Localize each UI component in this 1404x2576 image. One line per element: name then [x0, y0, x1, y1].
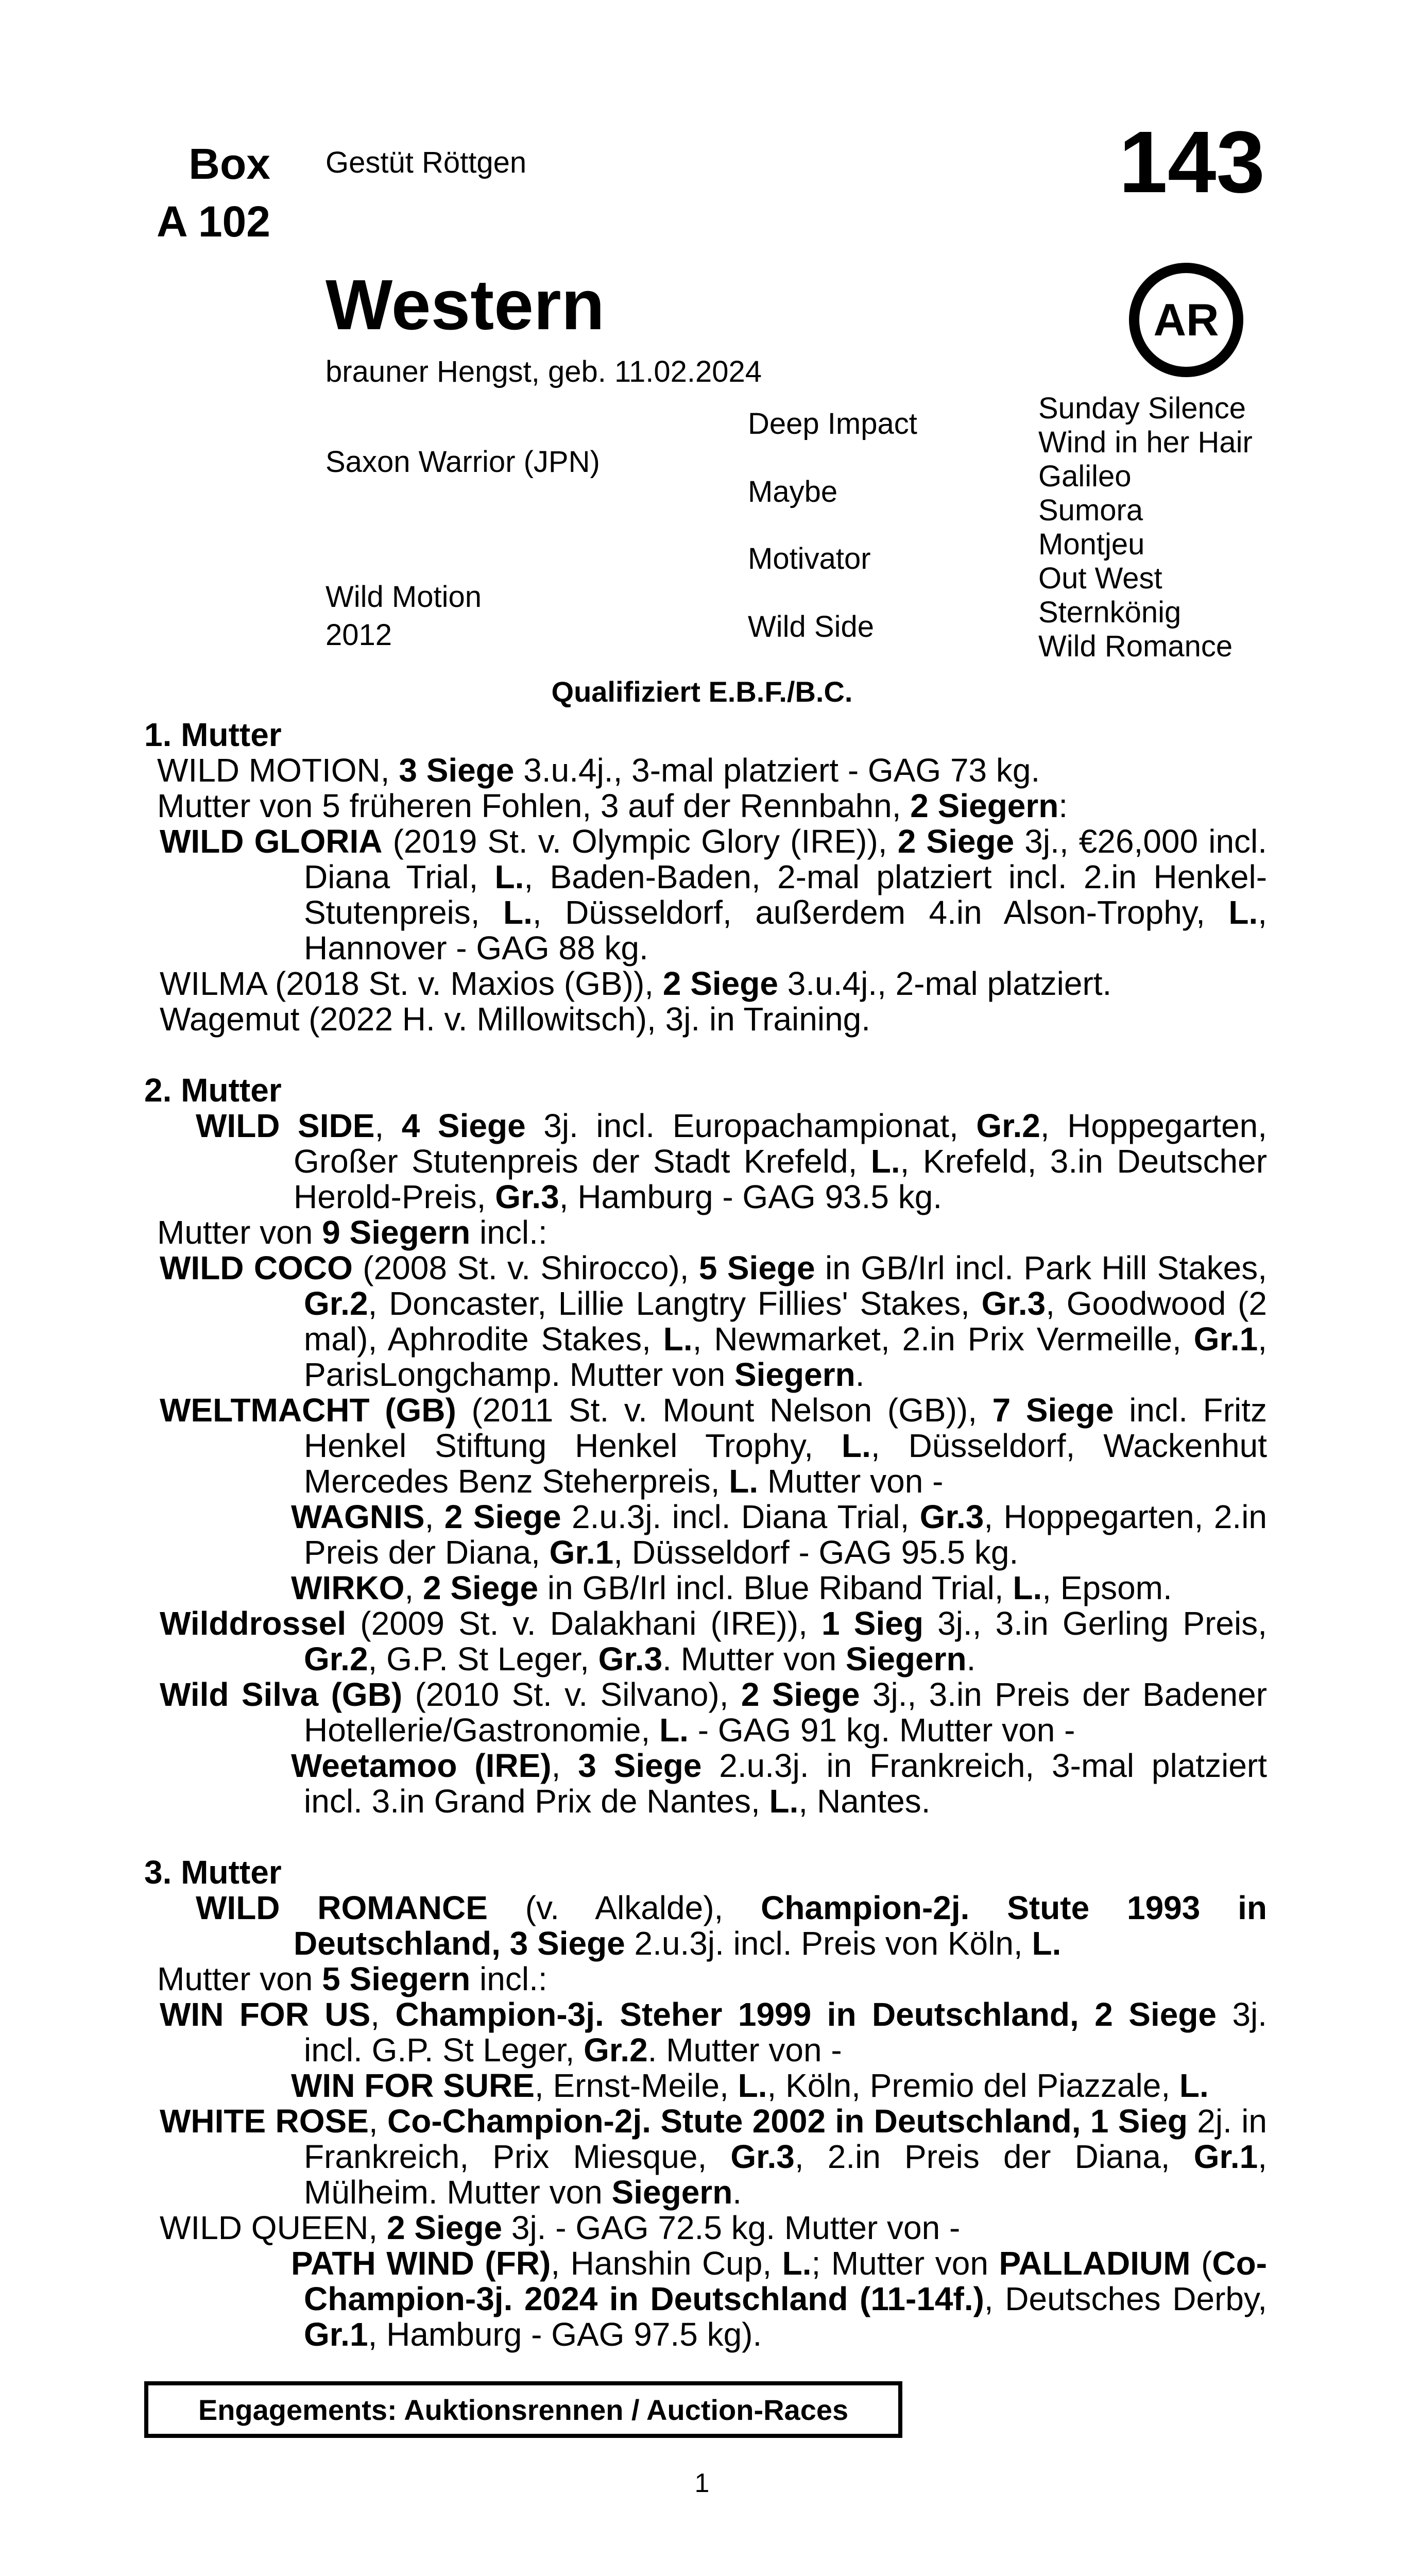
text-run: 3j. - GAG 72.5 kg. Mutter von -	[502, 2209, 961, 2246]
text-run: , Düsseldorf - GAG 95.5 kg.	[613, 1534, 1019, 1571]
bold-text: L.	[729, 1463, 759, 1500]
pedigree-sire: Saxon Warrior (JPN)	[326, 445, 600, 479]
bold-text: Gr.2	[584, 2031, 648, 2069]
bold-text: L.	[1228, 894, 1258, 931]
box-label-line2: A 102	[156, 197, 270, 246]
text-run: (2010 St. v. Silvano),	[402, 1676, 741, 1713]
horse-description: brauner Hengst, geb. 11.02.2024	[326, 355, 762, 388]
pedigree-entry	[144, 2104, 1267, 2210]
bold-text: Gr.2	[976, 1107, 1040, 1144]
text-run: 3j. incl. Europachampionat,	[525, 1107, 977, 1144]
pedigree-ggp-6: Out West	[1038, 562, 1162, 595]
bold-text: 4 Siege	[401, 1107, 526, 1144]
section-title: 2. Mutter	[144, 1072, 282, 1109]
text-run: , Düsseldorf, außerdem 4.in Alson-Trophy,	[532, 894, 1229, 931]
section-gap	[144, 1819, 1267, 1855]
bold-text: WILD GLORIA	[160, 823, 383, 860]
bold-text: WILD SIDE	[196, 1107, 375, 1144]
bold-text: WHITE ROSE	[160, 2103, 369, 2140]
text-run: , Hoppegarten, Großer Stutenpreis der Stadt Krefeld,	[294, 1107, 1268, 1180]
pedigree-entry	[144, 1997, 1267, 2068]
bold-text: Gr.3	[919, 1498, 984, 1535]
text-run: incl. Fritz Henkel Stiftung Henkel Trophy,	[304, 1392, 1268, 1464]
text-run: 3j., 3.in Preis der Badener Hotellerie/Gastronomie,	[304, 1676, 1268, 1749]
pedigree-entry	[144, 1570, 1267, 1606]
text-run: ,	[368, 2103, 388, 2140]
text-run: Mutter von -	[758, 1463, 944, 1500]
pedigree-entry	[144, 966, 1267, 1002]
bold-text: WIRKO	[291, 1569, 405, 1606]
text-run: 3j. incl. G.P. St Leger,	[304, 1996, 1268, 2069]
text-run: - GAG 91 kg. Mutter von -	[688, 1711, 1075, 1749]
lot-number: 143	[1119, 113, 1265, 211]
bold-text: 1 Sieg	[821, 1605, 923, 1642]
text-run: , Goodwood (2 mal), Aphrodite Stakes,	[304, 1285, 1268, 1358]
bold-text: L.	[1179, 2067, 1209, 2104]
pedigree-entry	[144, 2068, 1267, 2104]
bold-text: L.	[841, 1427, 871, 1464]
text-run: (v. Alkalde),	[487, 1889, 761, 1926]
pedigree-entry	[144, 2246, 1267, 2352]
horse-name: Western	[326, 265, 605, 345]
text-run: incl.:	[470, 1214, 547, 1251]
pedigree-ggp-4: Sumora	[1038, 494, 1143, 527]
text-run: , Hannover - GAG 88 kg.	[304, 894, 1268, 967]
text-run: incl.:	[470, 1960, 547, 1997]
text-run: , Krefeld, 3.in Deutscher Herold-Preis,	[294, 1143, 1268, 1215]
text-run: WILD MOTION,	[157, 752, 399, 789]
bold-text: Wilddrossel	[160, 1605, 347, 1642]
text-run: , 2.in Preis der Diana,	[794, 2138, 1194, 2175]
text-run: 2.u.3j. in Frankreich, 3-mal platziert incl. 3.in Grand Prix de Nantes,	[304, 1747, 1267, 1820]
bold-text: WAGNIS	[291, 1498, 425, 1535]
pedigree-entry	[144, 1215, 1267, 1250]
bold-text: 2 Siegern	[910, 787, 1059, 824]
bold-text: Gr.3	[598, 1640, 663, 1677]
text-run: 3j., €26,000 incl. Diana Trial,	[304, 823, 1268, 895]
text-run: . Mutter von	[662, 1640, 846, 1677]
text-run: , G.P. St Leger,	[368, 1640, 598, 1677]
pedigree-entry	[144, 1961, 1267, 1997]
pedigree-dam-year: 2012	[326, 618, 392, 652]
bold-text: L.	[663, 1320, 693, 1358]
text-run: WILMA (2018 St. v. Maxios (GB)),	[160, 965, 663, 1002]
section-title: 3. Mutter	[144, 1854, 282, 1891]
bold-text: WILD COCO	[160, 1249, 353, 1286]
text-run: Mutter von	[157, 1960, 322, 1997]
bold-text: L.	[870, 1143, 900, 1180]
text-run: , Doncaster, Lillie Langtry Fillies' Stakes,	[368, 1285, 982, 1322]
box-label-line1: Box	[189, 140, 270, 188]
text-run: , Hamburg - GAG 97.5 kg).	[368, 2316, 762, 2353]
bold-text: Siegern	[845, 1640, 967, 1677]
pedigree-sire-dam: Maybe	[748, 475, 838, 509]
pedigree-ggp-1: Sunday Silence	[1038, 392, 1246, 425]
pedigree-dam-sire: Motivator	[748, 542, 871, 575]
pedigree-entry	[144, 1606, 1267, 1677]
bold-text: L.	[494, 858, 524, 895]
text-run: .	[732, 2174, 742, 2211]
text-run: .	[855, 1356, 865, 1393]
section-title: 1. Mutter	[144, 716, 282, 753]
bold-text: L.	[1013, 1569, 1042, 1606]
text-run: , Newmarket, 2.in Prix Vermeille,	[692, 1320, 1194, 1358]
bold-text: Co-Champion-2j. Stute 2002 in Deutschland, 1 Sieg	[387, 2103, 1188, 2140]
bold-text: 9 Siegern	[322, 1214, 471, 1251]
pedigree-entry	[144, 1393, 1267, 1499]
bold-text: 3 Siege	[399, 752, 515, 789]
pedigree-sire-sire: Deep Impact	[748, 407, 917, 440]
pedigree-ggp-2: Wind in her Hair	[1038, 426, 1253, 459]
ar-badge-icon: AR	[1129, 263, 1243, 377]
text-run: , Hoppegarten, 2.in Preis der Diana,	[304, 1498, 1268, 1571]
bold-text: Gr.3	[495, 1178, 559, 1215]
text-run: 2.u.3j. incl. Preis von Köln,	[625, 1925, 1032, 1962]
bold-text: L.	[738, 2067, 767, 2104]
bold-text: Siegern	[611, 2174, 733, 2211]
pedigree-entry	[144, 1677, 1267, 1748]
text-run: WILD QUEEN,	[160, 2209, 387, 2246]
bold-text: 2 Siege	[897, 823, 1015, 860]
text-run: :	[1058, 787, 1068, 824]
bold-text: L.	[659, 1711, 689, 1749]
text-run: ,	[551, 1747, 578, 1784]
pedigree-ggp-column	[1038, 392, 1253, 664]
bold-text: 2 Siege	[422, 1569, 539, 1606]
bold-text: Weetamoo (IRE)	[291, 1747, 552, 1784]
text-run: .	[966, 1640, 976, 1677]
text-run: (2011 St. v. Mount Nelson (GB)),	[456, 1392, 992, 1429]
text-run: 3j., 3.in Gerling Preis,	[923, 1605, 1268, 1642]
bold-text: 2 Siege	[741, 1676, 860, 1713]
page-number: 1	[694, 2468, 710, 2498]
bold-text: PATH WIND (FR)	[291, 2245, 551, 2282]
engagements-box: Engagements: Auktionsrennen / Auction-Races	[144, 2381, 902, 2438]
bold-text: Gr.2	[304, 1640, 368, 1677]
bold-text: Gr.1	[304, 2316, 368, 2353]
pedigree-dam-dam: Wild Side	[748, 610, 874, 643]
text-run: , ParisLongchamp. Mutter von	[304, 1320, 1267, 1393]
text-run: 3.u.4j., 3-mal platziert - GAG 73 kg.	[514, 752, 1040, 789]
bold-text: Gr.1	[1193, 2138, 1258, 2175]
pedigree-entry	[144, 1748, 1267, 1819]
text-run: , Epsom.	[1042, 1569, 1172, 1606]
bold-text: 2 Siege	[444, 1498, 561, 1535]
text-run: , Ernst-Meile,	[534, 2067, 738, 2104]
text-run: ,	[374, 1107, 402, 1144]
bold-text: L.	[503, 894, 533, 931]
bold-text: WIN FOR US	[160, 1996, 371, 2033]
text-run: 3.u.4j., 2-mal platziert.	[778, 965, 1112, 1002]
bold-text: WILD ROMANCE	[196, 1889, 488, 1926]
bold-text: Gr.3	[981, 1285, 1046, 1322]
pedigree-dam: Wild Motion	[326, 580, 482, 614]
text-run: , Mülheim. Mutter von	[304, 2138, 1267, 2211]
box-label	[129, 135, 270, 250]
qualification-note: Qualifiziert E.B.F./B.C.	[551, 675, 853, 708]
breeder-name: Gestüt Röttgen	[326, 146, 527, 179]
bold-text: Siegern	[734, 1356, 855, 1393]
bold-text: Gr.1	[1193, 1320, 1258, 1358]
bold-text: Champion-3j. Steher 1999 in Deutschland, 2 Siege	[395, 1996, 1217, 2033]
dam-family-content	[144, 717, 1267, 2352]
pedigree-entry	[144, 2210, 1267, 2246]
bold-text: WIN FOR SURE	[291, 2067, 535, 2104]
pedigree-entry	[144, 753, 1267, 788]
text-run: . Mutter von -	[647, 2031, 842, 2069]
text-run: , Deutsches Derby,	[984, 2280, 1267, 2317]
pedigree-entry	[144, 1250, 1267, 1393]
text-run: , Nantes.	[798, 1783, 931, 1820]
pedigree-ggp-7: Sternkönig	[1038, 596, 1182, 629]
text-run: ,	[370, 1996, 396, 2033]
bold-text: 2 Siege	[662, 965, 778, 1002]
bold-text: Wild Silva (GB)	[160, 1676, 403, 1713]
bold-text: L.	[782, 2245, 812, 2282]
text-run: (	[1190, 2245, 1212, 2282]
text-run: Wagemut (2022 H. v. Millowitsch), 3j. in Training.	[160, 1001, 871, 1038]
text-run: ; Mutter von	[811, 2245, 999, 2282]
bold-text: 3 Siege	[578, 1747, 702, 1784]
pedigree-entry	[144, 788, 1267, 824]
text-run: 2j. in Frankreich, Prix Miesque,	[304, 2103, 1267, 2175]
text-run: (2019 St. v. Olympic Glory (IRE)),	[382, 823, 898, 860]
text-run: , Köln, Premio del Piazzale,	[767, 2067, 1179, 2104]
bold-text: 2 Siege	[386, 2209, 503, 2246]
bold-text: Co-Champion-3j. 2024 in Deutschland (11-14f.)	[304, 2245, 1268, 2317]
text-run: Mutter von 5 früheren Fohlen, 3 auf der Rennbahn,	[157, 787, 911, 824]
pedigree-entry	[144, 1108, 1267, 1215]
bold-text: Champion-2j. Stute 1993 in Deutschland, 3 Siege	[294, 1889, 1268, 1962]
bold-text: 5 Siege	[698, 1249, 815, 1286]
text-run: in GB/Irl incl. Blue Riband Trial,	[538, 1569, 1013, 1606]
text-run: 2.u.3j. incl. Diana Trial,	[561, 1498, 920, 1535]
bold-text: L.	[769, 1783, 799, 1820]
text-run: ,	[404, 1569, 423, 1606]
pedigree-entry	[144, 1499, 1267, 1570]
bold-text: WELTMACHT (GB)	[160, 1392, 456, 1429]
bold-text: 7 Siege	[992, 1392, 1114, 1429]
text-run: ,	[424, 1498, 444, 1535]
bold-text: PALLADIUM	[999, 2245, 1191, 2282]
text-run: (2008 St. v. Shirocco),	[352, 1249, 699, 1286]
text-run: , Düsseldorf, Wackenhut Mercedes Benz Steherpreis,	[304, 1427, 1267, 1500]
pedigree-entry	[144, 1002, 1267, 1037]
bold-text: Gr.3	[730, 2138, 795, 2175]
text-run: (2009 St. v. Dalakhani (IRE)),	[346, 1605, 822, 1642]
text-run: , Baden-Baden, 2-mal platziert incl. 2.in Henkel-Stutenpreis,	[304, 858, 1267, 931]
pedigree-ggp-8: Wild Romance	[1038, 630, 1233, 663]
pedigree-entry	[144, 1890, 1267, 1961]
pedigree-ggp-3: Galileo	[1038, 460, 1132, 493]
bold-text: Gr.2	[304, 1285, 368, 1322]
bold-text: Gr.1	[549, 1534, 614, 1571]
bold-text: L.	[1032, 1925, 1061, 1962]
pedigree-ggp-5: Montjeu	[1038, 528, 1145, 561]
pedigree-entry	[144, 824, 1267, 966]
text-run: , Hanshin Cup,	[551, 2245, 782, 2282]
bold-text: 5 Siegern	[322, 1960, 471, 1997]
text-run: in GB/Irl incl. Park Hill Stakes,	[815, 1249, 1268, 1286]
section-gap	[144, 1037, 1267, 1073]
text-run: , Hamburg - GAG 93.5 kg.	[559, 1178, 943, 1215]
text-run: Mutter von	[157, 1214, 322, 1251]
